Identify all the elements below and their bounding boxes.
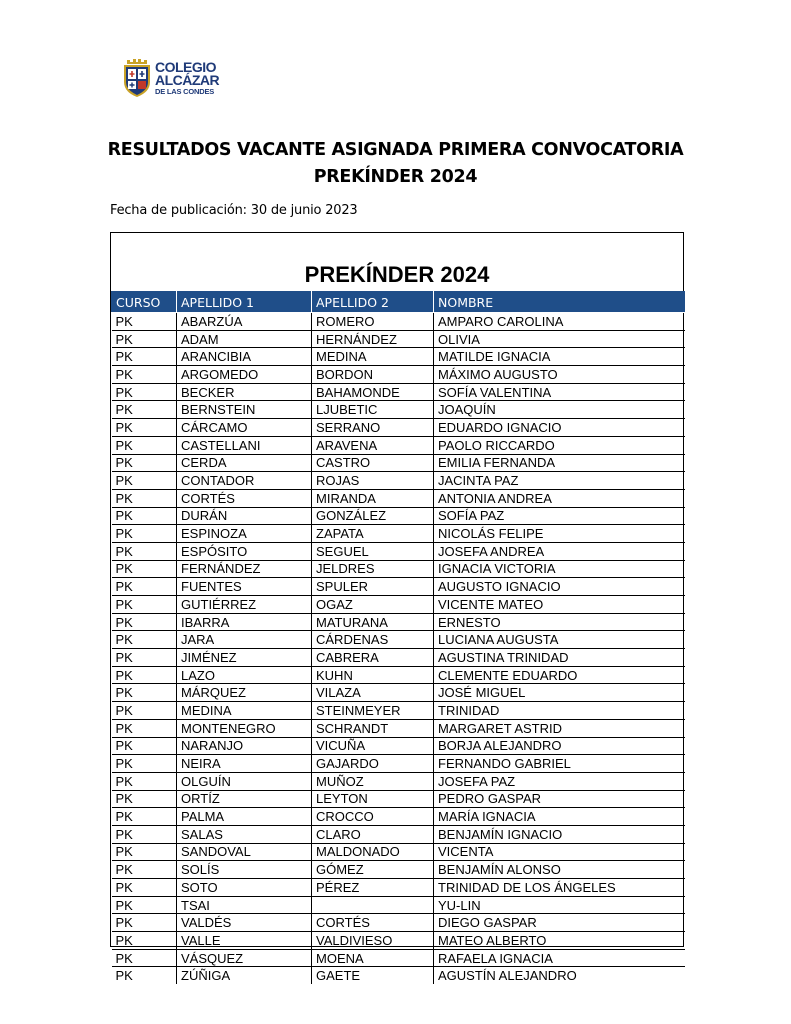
cell-apellido-1: PALMA [177,808,312,826]
table-row [112,330,685,348]
school-crest-icon [121,56,153,98]
table-row [112,719,685,737]
table-row [112,436,685,454]
cell-nombre: MARGARET ASTRID [434,719,685,737]
cell-curso: PK [112,525,177,543]
cell-nombre: MATILDE IGNACIA [434,348,685,366]
cell-curso: PK [112,578,177,596]
cell-apellido-2: GAETE [312,967,434,984]
table-row [112,790,685,808]
results-table [111,291,685,984]
cell-apellido-1: MÁRQUEZ [177,684,312,702]
cell-curso: PK [112,560,177,578]
cell-apellido-2: MIRANDA [312,489,434,507]
cell-apellido-1: ZÚÑIGA [177,967,312,984]
cell-apellido-1: NEIRA [177,755,312,773]
table-row [112,401,685,419]
cell-nombre: AGUSTÍN ALEJANDRO [434,967,685,984]
cell-apellido-1: ORTÍZ [177,790,312,808]
table-row [112,419,685,437]
logo-line-2: ALCÁZAR [155,72,220,88]
table-row [112,737,685,755]
cell-curso: PK [112,772,177,790]
table-row [112,755,685,773]
cell-nombre: SOFÍA PAZ [434,507,685,525]
cell-nombre: TRINIDAD DE LOS ÁNGELES [434,879,685,897]
cell-nombre: EMILIA FERNANDA [434,454,685,472]
cell-apellido-2: BAHAMONDE [312,383,434,401]
cell-apellido-2: VILAZA [312,684,434,702]
table-row [112,348,685,366]
cell-curso: PK [112,401,177,419]
table-row [112,631,685,649]
cell-apellido-2: OGAZ [312,596,434,614]
cell-apellido-1: SALAS [177,825,312,843]
cell-nombre: AGUSTINA TRINIDAD [434,649,685,667]
table-row [112,772,685,790]
cell-curso: PK [112,383,177,401]
cell-apellido-1: ESPÓSITO [177,542,312,560]
cell-apellido-1: CONTADOR [177,472,312,490]
table-row [112,843,685,861]
cell-apellido-1: VALDÉS [177,914,312,932]
cell-apellido-1: NARANJO [177,737,312,755]
cell-apellido-1: VÁSQUEZ [177,949,312,967]
cell-apellido-1: SOTO [177,879,312,897]
cell-curso: PK [112,896,177,914]
cell-apellido-2: ARAVENA [312,436,434,454]
table-row [112,825,685,843]
cell-curso: PK [112,436,177,454]
logo-line-1: COLEGIO [155,59,217,75]
cell-nombre: JACINTA PAZ [434,472,685,490]
cell-curso: PK [112,879,177,897]
cell-nombre: RAFAELA IGNACIA [434,949,685,967]
cell-apellido-2: GONZÁLEZ [312,507,434,525]
cell-apellido-2: CLARO [312,825,434,843]
cell-curso: PK [112,949,177,967]
cell-apellido-2: MEDINA [312,348,434,366]
table-row [112,313,685,331]
cell-nombre: JOSEFA PAZ [434,772,685,790]
cell-apellido-2: LJUBETIC [312,401,434,419]
cell-curso: PK [112,808,177,826]
cell-curso: PK [112,790,177,808]
cell-curso: PK [112,507,177,525]
table-row [112,684,685,702]
cell-nombre: OLIVIA [434,330,685,348]
table-row [112,808,685,826]
header-apellido-1: APELLIDO 1 [177,292,312,313]
cell-curso: PK [112,489,177,507]
cell-apellido-1: FERNÁNDEZ [177,560,312,578]
cell-apellido-2 [312,896,434,914]
cell-curso: PK [112,472,177,490]
table-row [112,542,685,560]
cell-apellido-1: JARA [177,631,312,649]
cell-apellido-1: ADAM [177,330,312,348]
table-row [112,949,685,967]
cell-nombre: JOSEFA ANDREA [434,542,685,560]
cell-apellido-2: BORDON [312,366,434,384]
cell-apellido-1: MONTENEGRO [177,719,312,737]
table-row [112,525,685,543]
table-row [112,932,685,950]
cell-nombre: YU-LIN [434,896,685,914]
cell-curso: PK [112,932,177,950]
cell-apellido-1: BERNSTEIN [177,401,312,419]
cell-nombre: PEDRO GASPAR [434,790,685,808]
logo-wordmark [155,61,219,96]
cell-apellido-1: CORTÉS [177,489,312,507]
cell-nombre: CLEMENTE EDUARDO [434,666,685,684]
cell-curso: PK [112,454,177,472]
cell-nombre: IGNACIA VICTORIA [434,560,685,578]
cell-curso: PK [112,419,177,437]
cell-curso: PK [112,313,177,331]
cell-curso: PK [112,755,177,773]
cell-curso: PK [112,702,177,720]
cell-nombre: JOSÉ MIGUEL [434,684,685,702]
cell-apellido-1: CASTELLANI [177,436,312,454]
cell-nombre: SOFÍA VALENTINA [434,383,685,401]
table-row [112,967,685,984]
header-apellido-2: APELLIDO 2 [312,292,434,313]
table-row [112,454,685,472]
cell-apellido-1: MEDINA [177,702,312,720]
publication-date: Fecha de publicación: 30 de junio 2023 [110,203,358,218]
table-row [112,472,685,490]
table-header-row [112,292,685,313]
cell-nombre: ERNESTO [434,613,685,631]
cell-apellido-2: HERNÁNDEZ [312,330,434,348]
cell-nombre: AMPARO CAROLINA [434,313,685,331]
cell-apellido-1: BECKER [177,383,312,401]
cell-apellido-2: SPULER [312,578,434,596]
cell-apellido-1: CERDA [177,454,312,472]
cell-apellido-2: CABRERA [312,649,434,667]
cell-apellido-1: ARANCIBIA [177,348,312,366]
cell-curso: PK [112,843,177,861]
cell-apellido-1: FUENTES [177,578,312,596]
page-title: RESULTADOS VACANTE ASIGNADA PRIMERA CONVOCATORIA [107,140,684,160]
cell-curso: PK [112,542,177,560]
table-row [112,383,685,401]
cell-nombre: PAOLO RICCARDO [434,436,685,454]
cell-apellido-2: VALDIVIESO [312,932,434,950]
cell-nombre: BENJAMÍN IGNACIO [434,825,685,843]
table-row [112,489,685,507]
cell-apellido-2: ROJAS [312,472,434,490]
cell-apellido-2: GAJARDO [312,755,434,773]
cell-curso: PK [112,613,177,631]
cell-curso: PK [112,684,177,702]
header-curso: CURSO [112,292,177,313]
cell-apellido-1: JIMÉNEZ [177,649,312,667]
table-row [112,861,685,879]
cell-apellido-2: CROCCO [312,808,434,826]
cell-nombre: BORJA ALEJANDRO [434,737,685,755]
cell-apellido-2: SERRANO [312,419,434,437]
cell-curso: PK [112,330,177,348]
school-logo [121,56,231,100]
cell-apellido-2: MALDONADO [312,843,434,861]
table-title: PREKÍNDER 2024 [304,262,490,287]
cell-apellido-1: VALLE [177,932,312,950]
table-row [112,596,685,614]
cell-nombre: EDUARDO IGNACIO [434,419,685,437]
cell-apellido-2: LEYTON [312,790,434,808]
cell-apellido-2: CASTRO [312,454,434,472]
cell-nombre: VICENTA [434,843,685,861]
table-row [112,879,685,897]
cell-curso: PK [112,861,177,879]
table-row [112,896,685,914]
cell-apellido-2: CORTÉS [312,914,434,932]
cell-apellido-2: PÉREZ [312,879,434,897]
cell-apellido-2: JELDRES [312,560,434,578]
cell-nombre: MARÍA IGNACIA [434,808,685,826]
logo-line-3: DE LAS CONDES [155,87,215,96]
table-row [112,578,685,596]
cell-apellido-2: MOENA [312,949,434,967]
cell-apellido-1: ABARZÚA [177,313,312,331]
cell-curso: PK [112,737,177,755]
cell-apellido-1: TSAI [177,896,312,914]
cell-curso: PK [112,366,177,384]
cell-curso: PK [112,914,177,932]
cell-apellido-2: GÓMEZ [312,861,434,879]
table-row [112,914,685,932]
cell-nombre: MÁXIMO AUGUSTO [434,366,685,384]
cell-curso: PK [112,666,177,684]
cell-apellido-2: SCHRANDT [312,719,434,737]
cell-apellido-2: STEINMEYER [312,702,434,720]
table-row [112,702,685,720]
cell-apellido-2: MATURANA [312,613,434,631]
header-nombre: NOMBRE [434,292,685,313]
cell-apellido-2: MUÑOZ [312,772,434,790]
table-row [112,613,685,631]
cell-curso: PK [112,967,177,984]
cell-nombre: FERNANDO GABRIEL [434,755,685,773]
cell-nombre: JOAQUÍN [434,401,685,419]
cell-apellido-1: ARGOMEDO [177,366,312,384]
cell-nombre: BENJAMÍN ALONSO [434,861,685,879]
cell-apellido-2: SEGUEL [312,542,434,560]
cell-curso: PK [112,719,177,737]
cell-nombre: LUCIANA AUGUSTA [434,631,685,649]
cell-apellido-1: SOLÍS [177,861,312,879]
cell-curso: PK [112,649,177,667]
cell-apellido-2: KUHN [312,666,434,684]
cell-apellido-1: GUTIÉRREZ [177,596,312,614]
table-row [112,366,685,384]
table-row [112,507,685,525]
cell-apellido-2: CÁRDENAS [312,631,434,649]
cell-apellido-1: LAZO [177,666,312,684]
cell-curso: PK [112,631,177,649]
cell-curso: PK [112,825,177,843]
cell-nombre: ANTONIA ANDREA [434,489,685,507]
cell-apellido-2: ZAPATA [312,525,434,543]
results-box [110,232,684,984]
cell-nombre: NICOLÁS FELIPE [434,525,685,543]
table-row [112,666,685,684]
cell-apellido-1: IBARRA [177,613,312,631]
table-row [112,649,685,667]
cell-nombre: VICENTE MATEO [434,596,685,614]
cell-apellido-1: DURÁN [177,507,312,525]
cell-apellido-1: OLGUÍN [177,772,312,790]
cell-apellido-1: SANDOVAL [177,843,312,861]
cell-apellido-2: VICUÑA [312,737,434,755]
page-subtitle: PREKÍNDER 2024 [313,167,478,187]
cell-apellido-1: ESPINOZA [177,525,312,543]
table-row [112,560,685,578]
cell-nombre: DIEGO GASPAR [434,914,685,932]
cell-curso: PK [112,596,177,614]
cell-nombre: TRINIDAD [434,702,685,720]
cell-curso: PK [112,348,177,366]
cell-apellido-2: ROMERO [312,313,434,331]
cell-nombre: AUGUSTO IGNACIO [434,578,685,596]
cell-nombre: MATEO ALBERTO [434,932,685,950]
cell-apellido-1: CÁRCAMO [177,419,312,437]
